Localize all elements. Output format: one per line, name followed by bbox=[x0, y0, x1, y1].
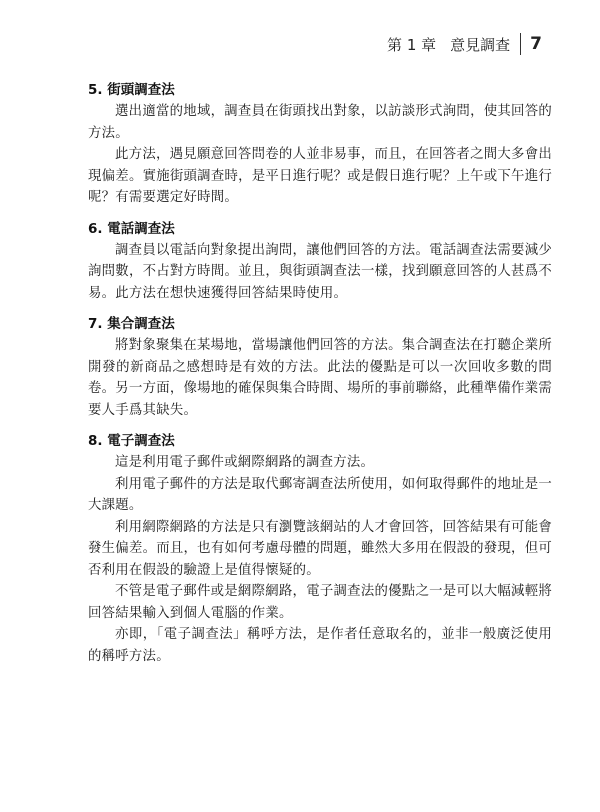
page-body bbox=[88, 80, 552, 677]
paragraph: 利用網際網路的方法是只有瀏覽該網站的人才會回答，回答結果有可能會發生偏差。而且，也有如何考慮母體的問題，雖然大多用在假設的發現，但可否利用在假設的驗證上是值得懷疑的。 bbox=[88, 519, 552, 578]
paragraph: 選出適當的地域，調查員在街頭找出對象，以訪談形式詢問，使其回答的方法。 bbox=[88, 104, 552, 141]
section-street-survey bbox=[88, 80, 552, 209]
paragraph: 調查員以電話向對象提出詢問，讓他們回答的方法。電話調查法需要減少詢問數，不占對方時間。並且，與街頭調查法一樣，找到願意回答的人甚爲不易。此方法在想快速獲得回答結果時使用。 bbox=[88, 242, 552, 301]
page-number: 7 bbox=[530, 34, 542, 54]
chapter-title: 意見調查 bbox=[450, 35, 511, 54]
header-divider bbox=[520, 33, 521, 55]
section-heading: 8. 電子調查法 bbox=[88, 433, 175, 449]
section-heading: 7. 集合調查法 bbox=[88, 316, 175, 332]
chapter-label: 第 1 章 bbox=[387, 35, 437, 54]
section-heading: 6. 電話調查法 bbox=[88, 220, 175, 237]
running-header bbox=[387, 33, 542, 55]
section-electronic-survey bbox=[88, 431, 552, 667]
paragraph: 利用電子郵件的方法是取代郵寄調查法所使用，如何取得郵件的地址是一大課題。 bbox=[88, 476, 552, 513]
paragraph: 將對象聚集在某場地，當場讓他們回答的方法。集合調查法在打聽企業所開發的新商品之感想時是有效的方法。此法的優點是可以一次回收多數的問卷。另一方面，像場地的確保與集合時間、場所的事前聯絡，此種準備作業需要人手爲其缺失。 bbox=[88, 338, 552, 418]
paragraph: 不管是電子郵件或是網際網路，電子調查法的優點之一是可以大幅減輕將回答結果輸入到個人電腦的作業。 bbox=[88, 584, 552, 621]
section-heading: 5. 街頭調查法 bbox=[88, 82, 175, 98]
paragraph: 亦即，「電子調查法」稱呼方法，是作者任意取名的，並非一般廣泛使用的稱呼方法。 bbox=[88, 627, 552, 664]
section-phone-survey bbox=[88, 219, 552, 305]
paragraph: 此方法，遇見願意回答問卷的人並非易事，而且，在回答者之間大多會出現偏差。實施街頭調查時，是平日進行呢？或是假日進行呢？上午或下午進行呢？有需要選定好時間。 bbox=[88, 147, 552, 205]
paragraph: 這是利用電子郵件或網際網路的調查方法。 bbox=[115, 455, 375, 470]
section-group-survey bbox=[88, 314, 552, 421]
